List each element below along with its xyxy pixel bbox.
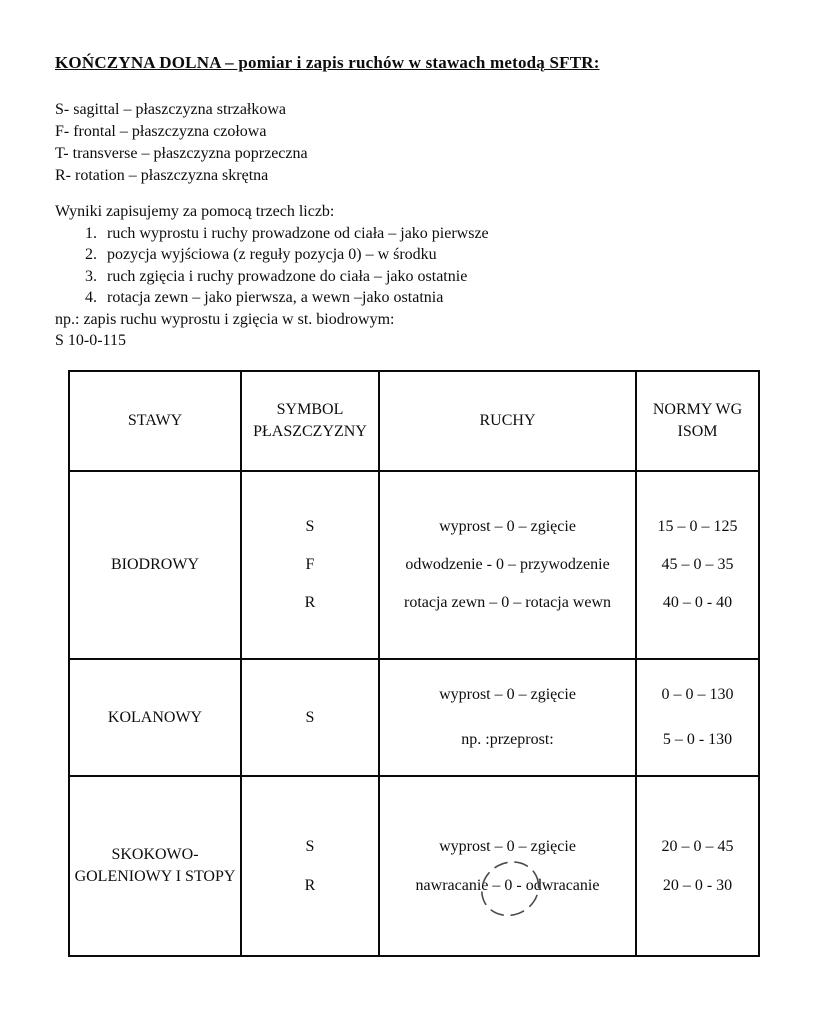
symbol-line: F: [305, 556, 315, 573]
header-normy-wg-isom: NORMY WG ISOM: [636, 371, 759, 471]
joint-name: BIODROWY: [111, 556, 199, 573]
norm-line: 40 – 0 - 40: [662, 594, 733, 611]
rule-number: 2.: [85, 246, 97, 263]
rule-text: ruch zgięcia i ruchy prowadzone do ciała – jako ostatnie: [107, 267, 468, 285]
movement-line: [416, 874, 600, 898]
document-title: KOŃCZYNA DOLNA – pomiar i zapis ruchów w stawach metodą SFTR:: [55, 53, 600, 72]
norm-line: 20 – 0 - 30: [662, 876, 733, 894]
definition-line-s: S- sagittal – płaszczyzna strzałkowa: [55, 101, 287, 118]
plane-definitions: [55, 99, 308, 187]
movement-line: odwodzenie - 0 – przywodzenie: [405, 556, 610, 573]
table-row-skokowo-goleniowy: [69, 776, 759, 956]
symbol-line: R: [304, 876, 316, 894]
rule-number: 4.: [85, 289, 97, 306]
rule-text: pozycja wyjściowa (z reguły pozycja 0) – w środku: [107, 246, 437, 263]
rule-item-4: [55, 287, 489, 309]
rule-item-1: [55, 223, 489, 245]
joint-name: KOLANOWY: [107, 708, 203, 726]
movement-line-text: nawracanie – 0 - odwracanie: [415, 876, 600, 894]
joint-cell: [69, 776, 241, 956]
symbol-line: S: [305, 708, 315, 726]
rule-number: 1.: [85, 224, 97, 242]
header-ruchy: RUCHY: [379, 371, 636, 471]
movements-cell: [379, 776, 636, 956]
movement-line: np. :przeprost:: [461, 731, 554, 748]
header-symbol-plaszczyzny: SYMBOL PŁASZCZYZNY: [241, 371, 379, 471]
movement-line: wyprost – 0 – zgięcie: [439, 518, 576, 535]
symbol-line: S: [305, 518, 315, 535]
notation-rules: [55, 201, 489, 352]
rule-number: 3.: [85, 267, 97, 285]
notation-intro: Wyniki zapisujemy za pomocą trzech liczb:: [55, 203, 335, 220]
norm-line: 15 – 0 – 125: [657, 518, 738, 535]
example-caption: np.: zapis ruchu wyprostu i zgięcia w st. biodrowym:: [55, 310, 395, 328]
symbols-cell: [241, 776, 379, 956]
movement-line: wyprost – 0 – zgięcie: [439, 686, 576, 703]
rule-text: rotacja zewn – jako pierwsza, a wewn –jako ostatnia: [107, 289, 444, 306]
header-stawy: STAWY: [69, 371, 241, 471]
movements-cell: [379, 659, 636, 776]
definition-line-r: R- rotation – płaszczyzna skrętna: [55, 167, 269, 184]
movements-cell: [379, 471, 636, 659]
norm-line: 0 – 0 – 130: [661, 686, 734, 703]
table-row-biodrowy: [69, 471, 759, 659]
norm-line: 5 – 0 - 130: [662, 731, 733, 748]
table-header-row: [69, 371, 759, 471]
norms-cell: [636, 776, 759, 956]
joint-cell: [69, 659, 241, 776]
norm-line: 20 – 0 – 45: [661, 837, 734, 855]
definition-line-t: T- transverse – płaszczyzna poprzeczna: [55, 145, 308, 162]
rule-item-2: [55, 244, 489, 266]
movement-line: rotacja zewn – 0 – rotacja wewn: [403, 594, 611, 611]
norm-line: 45 – 0 – 35: [661, 556, 734, 573]
joint-cell: [69, 471, 241, 659]
definition-line-f: F- frontal – płaszczyzna czołowa: [55, 123, 267, 140]
norms-cell: [636, 659, 759, 776]
movement-line: wyprost – 0 – zgięcie: [439, 837, 576, 855]
rule-item-3: [55, 266, 489, 288]
symbols-cell: [241, 471, 379, 659]
rule-text: ruch wyprostu i ruchy prowadzone od ciała – jako pierwsze: [107, 224, 489, 242]
symbol-line: S: [305, 837, 315, 855]
norms-cell: [636, 471, 759, 659]
example-value: S 10-0-115: [55, 332, 126, 349]
joint-name: SKOKOWO-GOLENIOWY I STOPY: [74, 846, 236, 885]
symbols-cell: [241, 659, 379, 776]
symbol-line: R: [304, 594, 316, 611]
sftr-table: [68, 370, 760, 957]
table-row-kolanowy: [69, 659, 759, 776]
